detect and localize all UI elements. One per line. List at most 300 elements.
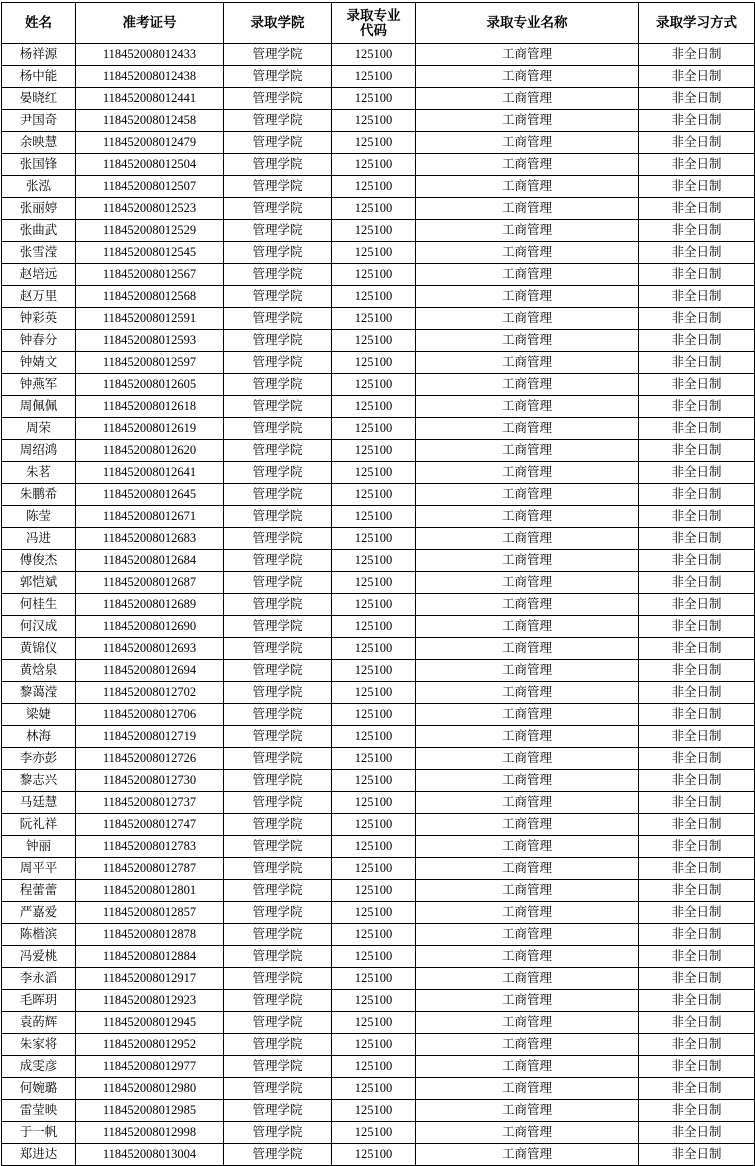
cell-major-name: 工商管理 xyxy=(416,1078,639,1100)
cell-major-name: 工商管理 xyxy=(416,638,639,660)
cell-study-mode: 非全日制 xyxy=(639,264,755,286)
cell-major-name: 工商管理 xyxy=(416,946,639,968)
cell-study-mode: 非全日制 xyxy=(639,792,755,814)
admission-list-page xyxy=(0,2,755,1166)
cell-major-code: 125100 xyxy=(332,616,416,638)
cell-major-code: 125100 xyxy=(332,242,416,264)
cell-exam-id: 118452008012719 xyxy=(76,726,224,748)
table-row xyxy=(2,814,755,836)
table-row xyxy=(2,990,755,1012)
cell-major-code: 125100 xyxy=(332,154,416,176)
column-header-major-name: 录取专业名称 xyxy=(416,3,639,44)
cell-major-code: 125100 xyxy=(332,1012,416,1034)
cell-major-code: 125100 xyxy=(332,1056,416,1078)
cell-major-code: 125100 xyxy=(332,528,416,550)
cell-major-code: 125100 xyxy=(332,66,416,88)
cell-major-name: 工商管理 xyxy=(416,462,639,484)
table-row xyxy=(2,704,755,726)
cell-name: 李亦彭 xyxy=(2,748,76,770)
cell-exam-id: 118452008012618 xyxy=(76,396,224,418)
cell-name: 雷莹映 xyxy=(2,1100,76,1122)
cell-major-code: 125100 xyxy=(332,726,416,748)
cell-college: 管理学院 xyxy=(224,1100,332,1122)
cell-college: 管理学院 xyxy=(224,308,332,330)
cell-major-code: 125100 xyxy=(332,330,416,352)
cell-college: 管理学院 xyxy=(224,484,332,506)
cell-college: 管理学院 xyxy=(224,176,332,198)
cell-exam-id: 118452008012504 xyxy=(76,154,224,176)
table-row xyxy=(2,770,755,792)
cell-exam-id: 118452008012857 xyxy=(76,902,224,924)
table-header-row xyxy=(2,3,755,44)
cell-major-code: 125100 xyxy=(332,88,416,110)
cell-name: 黄焓泉 xyxy=(2,660,76,682)
table-row xyxy=(2,902,755,924)
cell-name: 杨中能 xyxy=(2,66,76,88)
table-row xyxy=(2,1012,755,1034)
cell-name: 陈楷滨 xyxy=(2,924,76,946)
table-row xyxy=(2,44,755,66)
table-row xyxy=(2,352,755,374)
cell-major-code: 125100 xyxy=(332,308,416,330)
table-row xyxy=(2,88,755,110)
table-row xyxy=(2,220,755,242)
cell-exam-id: 118452008012684 xyxy=(76,550,224,572)
cell-name: 林海 xyxy=(2,726,76,748)
cell-college: 管理学院 xyxy=(224,968,332,990)
cell-name: 朱茗 xyxy=(2,462,76,484)
cell-college: 管理学院 xyxy=(224,1078,332,1100)
cell-major-name: 工商管理 xyxy=(416,352,639,374)
cell-name: 陈莹 xyxy=(2,506,76,528)
cell-study-mode: 非全日制 xyxy=(639,1078,755,1100)
table-row xyxy=(2,418,755,440)
cell-major-name: 工商管理 xyxy=(416,176,639,198)
cell-study-mode: 非全日制 xyxy=(639,1012,755,1034)
cell-name: 张曲武 xyxy=(2,220,76,242)
cell-college: 管理学院 xyxy=(224,264,332,286)
admission-table xyxy=(1,2,755,1166)
cell-exam-id: 118452008012458 xyxy=(76,110,224,132)
cell-name: 阮礼祥 xyxy=(2,814,76,836)
cell-college: 管理学院 xyxy=(224,880,332,902)
cell-college: 管理学院 xyxy=(224,44,332,66)
cell-major-code: 125100 xyxy=(332,924,416,946)
cell-name: 程蕾蕾 xyxy=(2,880,76,902)
cell-exam-id: 118452008012433 xyxy=(76,44,224,66)
cell-major-name: 工商管理 xyxy=(416,88,639,110)
cell-exam-id: 118452008012737 xyxy=(76,792,224,814)
cell-major-code: 125100 xyxy=(332,220,416,242)
cell-name: 钟春分 xyxy=(2,330,76,352)
cell-name: 傅俊杰 xyxy=(2,550,76,572)
cell-study-mode: 非全日制 xyxy=(639,1122,755,1144)
cell-major-name: 工商管理 xyxy=(416,682,639,704)
cell-college: 管理学院 xyxy=(224,1012,332,1034)
cell-name: 朱家将 xyxy=(2,1034,76,1056)
table-row xyxy=(2,484,755,506)
cell-exam-id: 118452008012689 xyxy=(76,594,224,616)
table-row xyxy=(2,858,755,880)
cell-major-name: 工商管理 xyxy=(416,1122,639,1144)
cell-major-code: 125100 xyxy=(332,418,416,440)
table-row xyxy=(2,1100,755,1122)
cell-exam-id: 118452008012726 xyxy=(76,748,224,770)
cell-major-name: 工商管理 xyxy=(416,880,639,902)
cell-name: 尹国奇 xyxy=(2,110,76,132)
cell-name: 钟丽 xyxy=(2,836,76,858)
cell-exam-id: 118452008012977 xyxy=(76,1056,224,1078)
table-row xyxy=(2,286,755,308)
cell-study-mode: 非全日制 xyxy=(639,66,755,88)
cell-study-mode: 非全日制 xyxy=(639,770,755,792)
table-row xyxy=(2,528,755,550)
cell-name: 周平平 xyxy=(2,858,76,880)
cell-study-mode: 非全日制 xyxy=(639,836,755,858)
cell-name: 成雯彦 xyxy=(2,1056,76,1078)
cell-college: 管理学院 xyxy=(224,132,332,154)
table-row xyxy=(2,638,755,660)
cell-exam-id: 118452008012568 xyxy=(76,286,224,308)
table-row xyxy=(2,682,755,704)
cell-exam-id: 118452008012878 xyxy=(76,924,224,946)
table-row xyxy=(2,748,755,770)
cell-exam-id: 118452008012441 xyxy=(76,88,224,110)
cell-college: 管理学院 xyxy=(224,748,332,770)
cell-major-name: 工商管理 xyxy=(416,154,639,176)
cell-major-name: 工商管理 xyxy=(416,440,639,462)
cell-major-code: 125100 xyxy=(332,198,416,220)
cell-name: 郑进达 xyxy=(2,1144,76,1166)
cell-major-code: 125100 xyxy=(332,1078,416,1100)
cell-study-mode: 非全日制 xyxy=(639,44,755,66)
cell-major-name: 工商管理 xyxy=(416,1034,639,1056)
cell-major-code: 125100 xyxy=(332,1122,416,1144)
cell-exam-id: 118452008012702 xyxy=(76,682,224,704)
cell-college: 管理学院 xyxy=(224,506,332,528)
cell-college: 管理学院 xyxy=(224,726,332,748)
table-row xyxy=(2,242,755,264)
cell-major-code: 125100 xyxy=(332,264,416,286)
cell-name: 张泓 xyxy=(2,176,76,198)
cell-major-name: 工商管理 xyxy=(416,572,639,594)
cell-major-code: 125100 xyxy=(332,1144,416,1166)
cell-study-mode: 非全日制 xyxy=(639,418,755,440)
cell-major-name: 工商管理 xyxy=(416,616,639,638)
cell-study-mode: 非全日制 xyxy=(639,704,755,726)
cell-study-mode: 非全日制 xyxy=(639,748,755,770)
cell-name: 赵培远 xyxy=(2,264,76,286)
cell-name: 钟燕军 xyxy=(2,374,76,396)
cell-college: 管理学院 xyxy=(224,946,332,968)
cell-study-mode: 非全日制 xyxy=(639,440,755,462)
cell-exam-id: 118452008012479 xyxy=(76,132,224,154)
cell-major-name: 工商管理 xyxy=(416,770,639,792)
cell-major-name: 工商管理 xyxy=(416,660,639,682)
cell-major-name: 工商管理 xyxy=(416,44,639,66)
cell-major-code: 125100 xyxy=(332,792,416,814)
cell-college: 管理学院 xyxy=(224,1056,332,1078)
table-row xyxy=(2,572,755,594)
cell-exam-id: 118452008012507 xyxy=(76,176,224,198)
cell-major-code: 125100 xyxy=(332,704,416,726)
cell-exam-id: 118452008012645 xyxy=(76,484,224,506)
cell-exam-id: 118452008012619 xyxy=(76,418,224,440)
cell-exam-id: 118452008012567 xyxy=(76,264,224,286)
cell-study-mode: 非全日制 xyxy=(639,352,755,374)
cell-name: 周佩佩 xyxy=(2,396,76,418)
cell-study-mode: 非全日制 xyxy=(639,374,755,396)
cell-name: 张丽婷 xyxy=(2,198,76,220)
cell-study-mode: 非全日制 xyxy=(639,968,755,990)
cell-major-name: 工商管理 xyxy=(416,396,639,418)
cell-name: 何汉成 xyxy=(2,616,76,638)
cell-major-name: 工商管理 xyxy=(416,506,639,528)
cell-major-name: 工商管理 xyxy=(416,242,639,264)
cell-college: 管理学院 xyxy=(224,374,332,396)
cell-major-code: 125100 xyxy=(332,638,416,660)
cell-major-name: 工商管理 xyxy=(416,836,639,858)
cell-study-mode: 非全日制 xyxy=(639,990,755,1012)
cell-college: 管理学院 xyxy=(224,990,332,1012)
cell-college: 管理学院 xyxy=(224,682,332,704)
cell-major-code: 125100 xyxy=(332,1100,416,1122)
table-row xyxy=(2,946,755,968)
cell-exam-id: 118452008012694 xyxy=(76,660,224,682)
table-row xyxy=(2,968,755,990)
cell-name: 梁婕 xyxy=(2,704,76,726)
cell-study-mode: 非全日制 xyxy=(639,880,755,902)
cell-exam-id: 118452008012783 xyxy=(76,836,224,858)
cell-exam-id: 118452008012980 xyxy=(76,1078,224,1100)
cell-college: 管理学院 xyxy=(224,902,332,924)
cell-major-name: 工商管理 xyxy=(416,198,639,220)
cell-major-code: 125100 xyxy=(332,814,416,836)
cell-major-name: 工商管理 xyxy=(416,924,639,946)
cell-major-name: 工商管理 xyxy=(416,814,639,836)
table-row xyxy=(2,330,755,352)
table-row xyxy=(2,924,755,946)
cell-study-mode: 非全日制 xyxy=(639,154,755,176)
cell-major-code: 125100 xyxy=(332,748,416,770)
cell-study-mode: 非全日制 xyxy=(639,902,755,924)
cell-exam-id: 118452008012641 xyxy=(76,462,224,484)
cell-study-mode: 非全日制 xyxy=(639,1144,755,1166)
cell-exam-id: 118452008012884 xyxy=(76,946,224,968)
cell-college: 管理学院 xyxy=(224,814,332,836)
cell-exam-id: 118452008012523 xyxy=(76,198,224,220)
cell-college: 管理学院 xyxy=(224,418,332,440)
cell-major-code: 125100 xyxy=(332,550,416,572)
cell-study-mode: 非全日制 xyxy=(639,506,755,528)
cell-study-mode: 非全日制 xyxy=(639,1034,755,1056)
cell-name: 朱鹏希 xyxy=(2,484,76,506)
cell-exam-id: 118452008012998 xyxy=(76,1122,224,1144)
cell-name: 黎蔼滢 xyxy=(2,682,76,704)
cell-college: 管理学院 xyxy=(224,1034,332,1056)
cell-college: 管理学院 xyxy=(224,66,332,88)
cell-name: 杨祥源 xyxy=(2,44,76,66)
cell-name: 周荣 xyxy=(2,418,76,440)
cell-major-code: 125100 xyxy=(332,132,416,154)
cell-major-code: 125100 xyxy=(332,968,416,990)
cell-name: 冯进 xyxy=(2,528,76,550)
cell-major-code: 125100 xyxy=(332,1034,416,1056)
cell-name: 张国锋 xyxy=(2,154,76,176)
cell-study-mode: 非全日制 xyxy=(639,198,755,220)
cell-major-name: 工商管理 xyxy=(416,1144,639,1166)
cell-exam-id: 118452008012438 xyxy=(76,66,224,88)
table-body xyxy=(2,44,755,1166)
cell-study-mode: 非全日制 xyxy=(639,242,755,264)
cell-major-name: 工商管理 xyxy=(416,1056,639,1078)
cell-college: 管理学院 xyxy=(224,88,332,110)
cell-major-code: 125100 xyxy=(332,506,416,528)
cell-exam-id: 118452008012591 xyxy=(76,308,224,330)
cell-name: 袁菂辉 xyxy=(2,1012,76,1034)
cell-study-mode: 非全日制 xyxy=(639,220,755,242)
cell-major-code: 125100 xyxy=(332,990,416,1012)
cell-college: 管理学院 xyxy=(224,792,332,814)
cell-name: 黎志兴 xyxy=(2,770,76,792)
cell-college: 管理学院 xyxy=(224,330,332,352)
cell-exam-id: 118452008012693 xyxy=(76,638,224,660)
cell-major-code: 125100 xyxy=(332,880,416,902)
cell-major-name: 工商管理 xyxy=(416,550,639,572)
cell-study-mode: 非全日制 xyxy=(639,924,755,946)
table-row xyxy=(2,726,755,748)
cell-exam-id: 118452008012687 xyxy=(76,572,224,594)
cell-major-code: 125100 xyxy=(332,374,416,396)
cell-study-mode: 非全日制 xyxy=(639,528,755,550)
cell-major-name: 工商管理 xyxy=(416,330,639,352)
table-row xyxy=(2,616,755,638)
table-row xyxy=(2,462,755,484)
cell-major-name: 工商管理 xyxy=(416,858,639,880)
cell-college: 管理学院 xyxy=(224,550,332,572)
cell-study-mode: 非全日制 xyxy=(639,660,755,682)
cell-major-name: 工商管理 xyxy=(416,1012,639,1034)
cell-college: 管理学院 xyxy=(224,396,332,418)
cell-college: 管理学院 xyxy=(224,924,332,946)
cell-study-mode: 非全日制 xyxy=(639,308,755,330)
column-header-major-code-line1: 录取专业 xyxy=(346,7,401,23)
table-row xyxy=(2,308,755,330)
cell-study-mode: 非全日制 xyxy=(639,1100,755,1122)
cell-exam-id: 118452008012706 xyxy=(76,704,224,726)
cell-study-mode: 非全日制 xyxy=(639,594,755,616)
cell-exam-id: 118452008012787 xyxy=(76,858,224,880)
column-header-name: 姓名 xyxy=(2,3,76,44)
cell-name: 何婉璐 xyxy=(2,1078,76,1100)
table-row xyxy=(2,1078,755,1100)
cell-major-code: 125100 xyxy=(332,440,416,462)
cell-college: 管理学院 xyxy=(224,286,332,308)
cell-college: 管理学院 xyxy=(224,858,332,880)
table-row xyxy=(2,836,755,858)
cell-college: 管理学院 xyxy=(224,704,332,726)
cell-major-name: 工商管理 xyxy=(416,990,639,1012)
cell-major-name: 工商管理 xyxy=(416,484,639,506)
cell-study-mode: 非全日制 xyxy=(639,110,755,132)
table-row xyxy=(2,1144,755,1166)
cell-college: 管理学院 xyxy=(224,440,332,462)
cell-study-mode: 非全日制 xyxy=(639,572,755,594)
cell-college: 管理学院 xyxy=(224,660,332,682)
table-row xyxy=(2,132,755,154)
cell-major-name: 工商管理 xyxy=(416,132,639,154)
cell-name: 黄锦仪 xyxy=(2,638,76,660)
cell-study-mode: 非全日制 xyxy=(639,484,755,506)
cell-study-mode: 非全日制 xyxy=(639,682,755,704)
cell-major-code: 125100 xyxy=(332,660,416,682)
table-row xyxy=(2,550,755,572)
cell-major-code: 125100 xyxy=(332,902,416,924)
cell-major-code: 125100 xyxy=(332,396,416,418)
cell-major-code: 125100 xyxy=(332,462,416,484)
cell-exam-id: 118452008012620 xyxy=(76,440,224,462)
table-row xyxy=(2,198,755,220)
cell-major-code: 125100 xyxy=(332,352,416,374)
cell-college: 管理学院 xyxy=(224,110,332,132)
cell-study-mode: 非全日制 xyxy=(639,638,755,660)
cell-major-code: 125100 xyxy=(332,484,416,506)
cell-study-mode: 非全日制 xyxy=(639,550,755,572)
column-header-major-code xyxy=(332,3,416,44)
cell-college: 管理学院 xyxy=(224,638,332,660)
cell-major-name: 工商管理 xyxy=(416,968,639,990)
cell-study-mode: 非全日制 xyxy=(639,132,755,154)
table-row xyxy=(2,1034,755,1056)
table-row xyxy=(2,66,755,88)
cell-major-name: 工商管理 xyxy=(416,594,639,616)
cell-major-code: 125100 xyxy=(332,176,416,198)
cell-major-name: 工商管理 xyxy=(416,902,639,924)
cell-exam-id: 118452008012690 xyxy=(76,616,224,638)
cell-name: 钟彩英 xyxy=(2,308,76,330)
cell-exam-id: 118452008012545 xyxy=(76,242,224,264)
cell-name: 晏晓红 xyxy=(2,88,76,110)
cell-exam-id: 118452008012597 xyxy=(76,352,224,374)
cell-college: 管理学院 xyxy=(224,154,332,176)
cell-college: 管理学院 xyxy=(224,616,332,638)
cell-study-mode: 非全日制 xyxy=(639,858,755,880)
cell-major-name: 工商管理 xyxy=(416,220,639,242)
cell-major-name: 工商管理 xyxy=(416,792,639,814)
table-row xyxy=(2,374,755,396)
cell-exam-id: 118452008012985 xyxy=(76,1100,224,1122)
cell-major-code: 125100 xyxy=(332,110,416,132)
column-header-study-mode: 录取学习方式 xyxy=(639,3,755,44)
cell-college: 管理学院 xyxy=(224,198,332,220)
cell-study-mode: 非全日制 xyxy=(639,88,755,110)
table-row xyxy=(2,660,755,682)
cell-exam-id: 118452008012605 xyxy=(76,374,224,396)
table-row xyxy=(2,264,755,286)
cell-name: 何桂生 xyxy=(2,594,76,616)
cell-name: 毛晖玥 xyxy=(2,990,76,1012)
table-row xyxy=(2,594,755,616)
cell-major-code: 125100 xyxy=(332,770,416,792)
cell-name: 冯爱桃 xyxy=(2,946,76,968)
cell-college: 管理学院 xyxy=(224,1144,332,1166)
cell-college: 管理学院 xyxy=(224,352,332,374)
table-row xyxy=(2,176,755,198)
table-row xyxy=(2,792,755,814)
cell-major-name: 工商管理 xyxy=(416,1100,639,1122)
cell-name: 张雪滢 xyxy=(2,242,76,264)
cell-name: 严嘉爱 xyxy=(2,902,76,924)
